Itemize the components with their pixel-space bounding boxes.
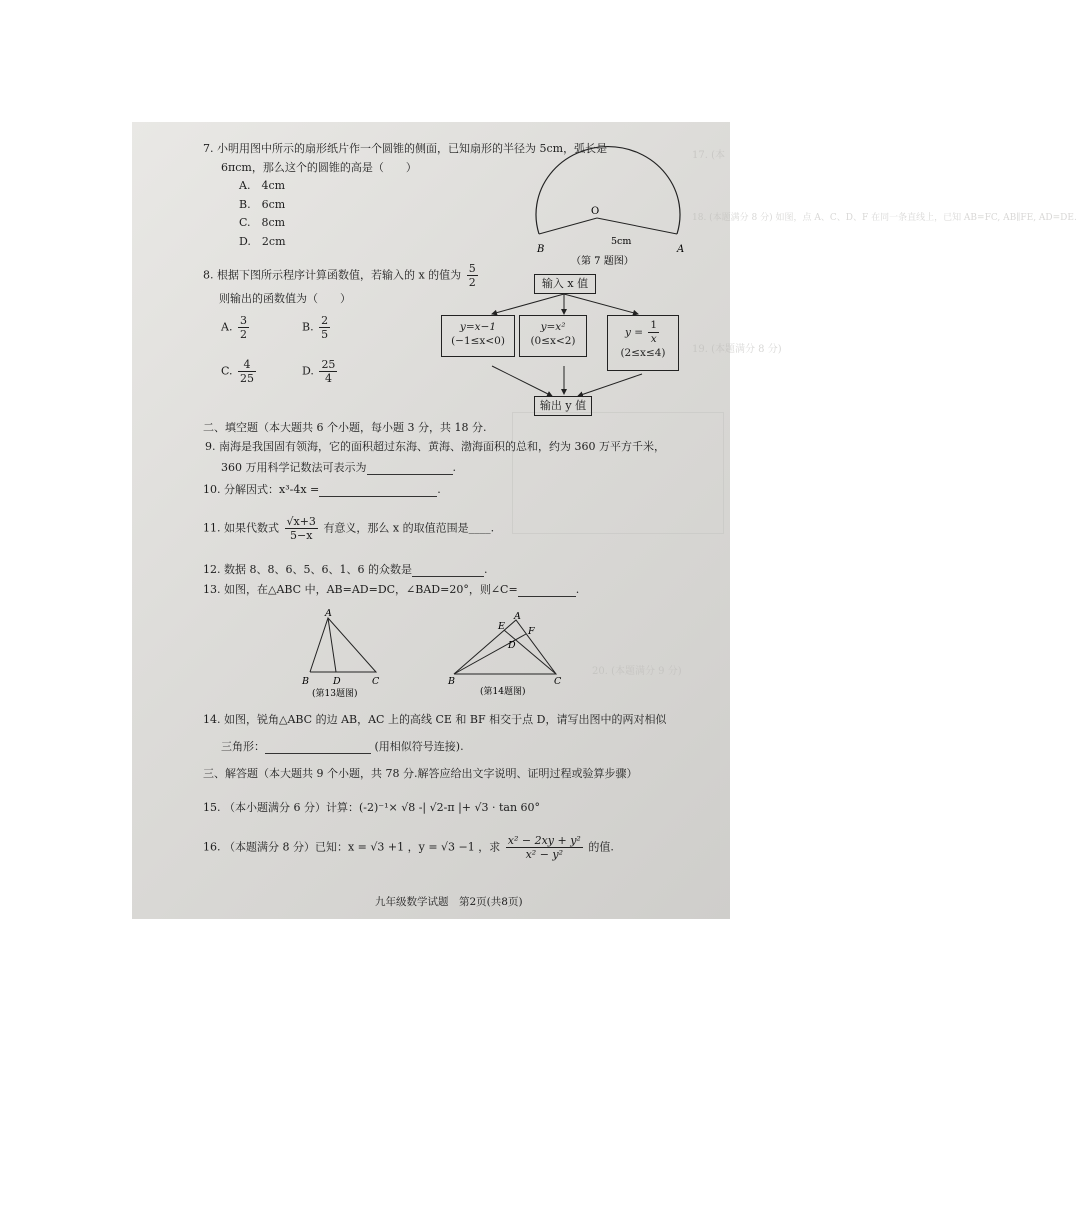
q11-fraction: [285, 515, 318, 542]
section2-title: 二、填空题（本大题共 6 个小题，每小题 3 分，共 18 分.: [203, 421, 487, 434]
q8-line1-text: 8. 根据下图所示程序计算函数值，若输入的 x 的值为: [203, 268, 462, 282]
q14-line1: 14. 如图，锐角△ABC 的边 AB，AC 上的高线 CE 和 BF 相交于点 D，请写出图中的两对相似: [203, 713, 667, 726]
q14-triangle-figure: [444, 612, 584, 696]
q9-line2: 360 万用科学记数法可表示为 .: [221, 461, 456, 474]
q11-pre: 11. 如果代数式: [203, 521, 279, 535]
q11-num: √x+3: [286, 515, 316, 528]
q11-line: [203, 515, 494, 542]
q14-label-f: F: [528, 626, 535, 637]
q7-label-b: B: [537, 244, 545, 255]
q16-num: x² − 2xy + y²: [507, 834, 581, 847]
q7-option-b: B. 6cm: [239, 198, 286, 211]
q13-line: 13. 如图，在△ABC 中，AB=AD=DC，∠BAD=20°，则∠C= .: [203, 583, 580, 596]
q13-label-c: C: [372, 676, 380, 687]
q14-label-e: E: [498, 621, 505, 632]
q7-line2: 6πcm，那么这个的圆锥的高是（ ）: [221, 161, 417, 174]
q8-frac-num: 5: [468, 262, 476, 275]
bleed-text: 19. (本题满分 8 分): [692, 344, 782, 355]
flow-left-range: (−1≤x<0): [451, 335, 505, 347]
q14-label-a: A: [514, 611, 521, 622]
q8-option-a: A. $\frac{3}{2}$: [221, 314, 247, 341]
flow-box-middle: [519, 315, 587, 357]
q7-sector-figure: [527, 152, 692, 267]
q11-den: 5−x: [290, 529, 313, 542]
flow-left-formula: y=x−1: [459, 321, 497, 333]
q7-option-a: A. 4cm: [239, 179, 286, 192]
q9-line2-text: 360 万用科学记数法可表示为: [221, 461, 367, 474]
q7-option-c: C. 8cm: [239, 216, 286, 229]
flow-box-right: [607, 315, 679, 371]
q7-label-radius: 5cm: [611, 236, 632, 247]
flow-right-den: x: [650, 333, 657, 345]
q13-answer-blank[interactable]: [518, 584, 576, 597]
q10-text: 10. 分解因式：x³-4x =: [203, 483, 320, 496]
q14-line2-post: (用相似符号连接).: [374, 740, 464, 753]
q14-caption: (第14题图): [480, 687, 526, 697]
q8-option-b: B. $\frac{2}{5}$: [302, 314, 329, 341]
q13-caption: (第13题图): [312, 689, 358, 699]
q8-frac-den: 2: [468, 276, 476, 289]
q9-line1: 9. 南海是我国固有领海，它的面积超过东海、黄海、渤海面积的总和，约为 360 万平方千米，: [205, 440, 665, 453]
bleed-text: 20. (本题满分 9 分): [592, 666, 682, 677]
q8-line2: 则输出的函数值为（ ）: [219, 292, 351, 305]
q15-line: 15. （本小题满分 6 分）计算：(-2)⁻¹× √8 -| √2-π |+ √3 · tan 60°: [203, 801, 541, 814]
q14-line2: [221, 740, 464, 754]
page-footer: 九年级数学试题 第2页(共8页): [375, 896, 523, 908]
flow-box-left: [441, 315, 515, 357]
flow-right-prefix: y =: [624, 326, 644, 339]
q10-answer-blank[interactable]: [319, 484, 437, 497]
flow-mid-range: (0≤x<2): [530, 335, 576, 347]
q13-label-d: D: [333, 676, 341, 687]
q12-answer-blank[interactable]: [412, 564, 484, 577]
q14-label-d: D: [508, 640, 516, 651]
q12-line: 12. 数据 8、8、6、5、6、1、6 的众数是 .: [203, 563, 488, 576]
q16-post: 的值.: [588, 840, 614, 854]
q13-label-b: B: [302, 676, 309, 687]
q7-caption: （第 7 题图）: [571, 256, 634, 267]
q12-text: 12. 数据 8、8、6、5、6、1、6 的众数是: [203, 563, 412, 576]
q14-line2-pre: 三角形：: [221, 740, 265, 753]
q9-answer-blank[interactable]: [367, 462, 453, 475]
q14-answer-blank[interactable]: [265, 741, 371, 754]
q16-den: x² − y²: [525, 848, 564, 861]
q7-option-d: D. 2cm: [239, 235, 286, 248]
q7-label-o: O: [591, 206, 600, 217]
flow-input-box: 输入 x 值: [534, 274, 596, 294]
bleed-text: 17. (本: [692, 150, 725, 161]
q14-label-c: C: [554, 676, 562, 687]
q11-post: 有意义，那么 x 的取值范围是____.: [323, 521, 495, 535]
flow-right-range: (2≤x≤4): [620, 347, 666, 359]
q7-line1: 7. 小明用图中所示的扇形纸片作一个圆锥的侧面，已知扇形的半径为 5cm，弧长是: [203, 142, 608, 155]
q13-label-a: A: [325, 608, 332, 619]
q16-pre: 16. （本题满分 8 分）已知：x = √3 +1 ，y = √3 −1 ，求: [203, 840, 501, 854]
q16-line: [203, 834, 614, 861]
q7-label-a: A: [677, 244, 685, 255]
q8-option-d: D. $\frac{25}{4}$: [302, 358, 336, 385]
exam-page-photo: [132, 122, 1077, 919]
bleed-text: 18. (本题满分 8 分) 如图，点 A、C、D、F 在同一条直线上，已知 AB=FC, AB∥FE, AD=DE.: [692, 213, 1077, 223]
flow-output-box: 输出 y 值: [534, 396, 592, 416]
section3-title: 三、解答题（本大题共 9 个小题，共 78 分.解答应给出文字说明、证明过程或验算步骤）: [203, 767, 638, 780]
flow-mid-formula: y=x²: [540, 321, 566, 333]
flow-right-num: 1: [650, 319, 658, 331]
q13-triangle-figure: [300, 606, 400, 699]
q8-option-c: C. $\frac{4}{25}$: [221, 358, 255, 385]
bleed-table: [512, 412, 724, 534]
q16-fraction: [506, 834, 583, 861]
q13-text: 13. 如图，在△ABC 中，AB=AD=DC，∠BAD=20°，则∠C=: [203, 583, 518, 596]
q14-label-b: B: [448, 676, 455, 687]
q10-line: 10. 分解因式：x³-4x = .: [203, 483, 441, 496]
